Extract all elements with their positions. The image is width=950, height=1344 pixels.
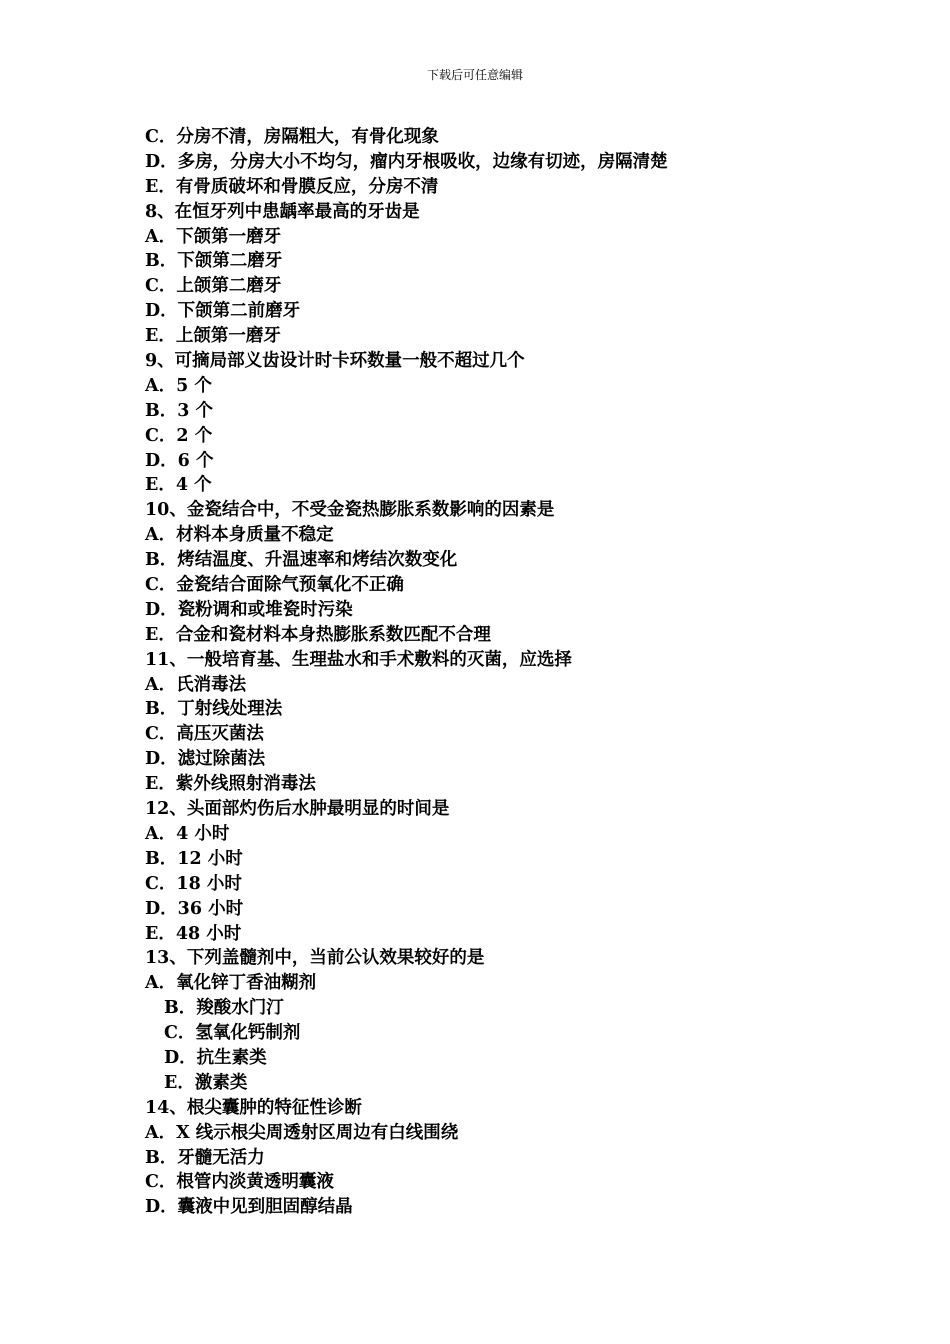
text-line: E．合金和瓷材料本身热膨胀系数匹配不合理 — [145, 624, 491, 645]
page-header: 下载后可任意编辑 — [426, 68, 523, 82]
text-line: D．下颌第二前磨牙 — [145, 301, 301, 322]
text-line: C．高压灭菌法 — [145, 724, 264, 745]
text-line: B．烤结温度、升温速率和烤结次数变化 — [145, 550, 458, 571]
text-line: E．有骨质破坏和骨膜反应，分房不清 — [145, 176, 439, 197]
text-line: A．氧化锌丁香油糊剂 — [145, 973, 317, 994]
text-line: B．12 小时 — [145, 848, 243, 869]
text-line: 11、一般培育基、生理盐水和手术敷料的灭菌，应选择 — [145, 649, 572, 670]
text-line: E．48 小时 — [145, 923, 242, 944]
text-line: B．羧酸水门汀 — [164, 998, 284, 1019]
text-line: 9、可摘局部义齿设计时卡环数量一般不超过几个 — [145, 351, 525, 372]
text-line: 10、金瓷结合中，不受金瓷热膨胀系数影响的因素是 — [145, 500, 555, 521]
text-line: A．材料本身质量不稳定 — [145, 525, 334, 546]
text-line: D．瓷粉调和或堆瓷时污染 — [145, 599, 353, 620]
text-line: 8、在恒牙列中患龋率最高的牙齿是 — [145, 201, 420, 222]
text-line: A．5 个 — [145, 375, 212, 396]
text-line: 12、头面部灼伤后水肿最明显的时间是 — [145, 799, 450, 820]
text-line: D．囊液中见到胆固醇结晶 — [145, 1197, 353, 1218]
text-line: B．丁射线处理法 — [145, 699, 283, 720]
text-line: A．X 线示根尖周透射区周边有白线围绕 — [145, 1122, 459, 1143]
document-body — [145, 125, 905, 1220]
text-line: A．4 小时 — [145, 823, 230, 844]
text-line: A．氏消毒法 — [145, 674, 247, 695]
text-line: D．6 个 — [145, 450, 214, 471]
text-line: B．牙髓无活力 — [145, 1147, 265, 1168]
text-line: D．多房，分房大小不均匀，瘤内牙根吸收，边缘有切迹，房隔清楚 — [145, 151, 668, 172]
text-line: E．激素类 — [164, 1072, 248, 1093]
text-line: C．根管内淡黄透明囊液 — [145, 1172, 334, 1193]
text-line: C．上颌第二磨牙 — [145, 276, 282, 297]
text-line: E．紫外线照射消毒法 — [145, 774, 316, 795]
text-line: 13、下列盖髓剂中，当前公认效果较好的是 — [145, 948, 485, 969]
text-line: C．18 小时 — [145, 873, 242, 894]
text-line: B．3 个 — [145, 400, 214, 421]
text-line: D．36 小时 — [145, 898, 244, 919]
text-line: E．上颌第一磨牙 — [145, 326, 281, 347]
text-line: E．4 个 — [145, 475, 212, 496]
text-line: D．抗生素类 — [164, 1047, 267, 1068]
text-line: C．氢氧化钙制剂 — [164, 1023, 301, 1044]
text-line: C．金瓷结合面除气预氧化不正确 — [145, 575, 404, 596]
text-line: C．分房不清，房隔粗大，有骨化现象 — [145, 127, 439, 147]
text-line: A．下颌第一磨牙 — [145, 226, 282, 247]
text-line: B．下颌第二磨牙 — [145, 251, 283, 272]
text-line: D．滤过除菌法 — [145, 749, 266, 770]
text-line: 14、根尖囊肿的特征性诊断 — [145, 1097, 362, 1118]
text-line: C．2 个 — [145, 425, 213, 446]
